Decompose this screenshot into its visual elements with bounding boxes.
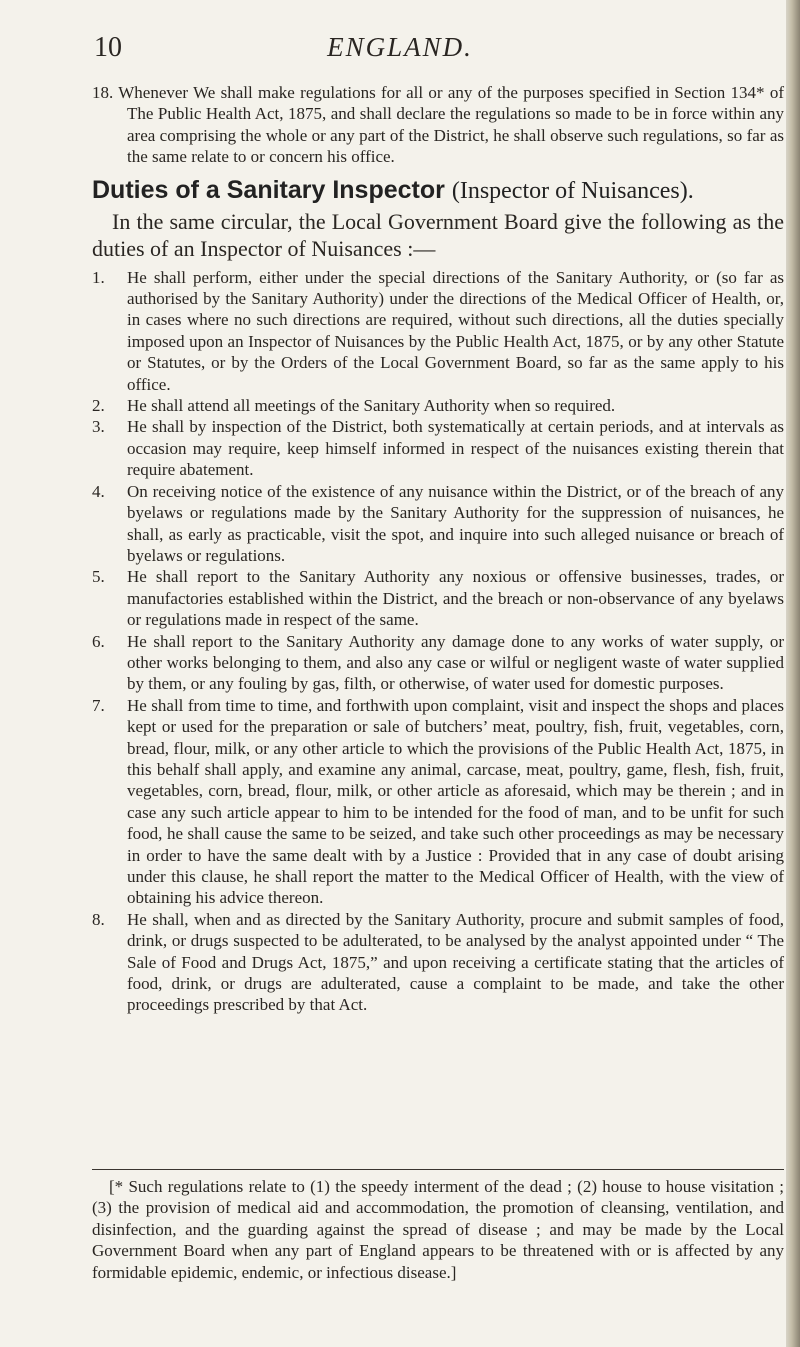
duty-number: 8. xyxy=(92,909,105,929)
duty-number: 6. xyxy=(92,631,105,651)
duty-number: 1. xyxy=(92,267,105,287)
page-number: 10 xyxy=(94,32,122,63)
duty-item xyxy=(92,481,784,567)
page-edge-shadow xyxy=(786,0,800,1347)
section-heading xyxy=(92,175,784,206)
duty-number: 2. xyxy=(92,396,105,416)
footnote: [* Such regulations relate to (1) the speedy interment of the dead ; (2) house to house visitation ; (3) the provision of medical aid and accommodation, the promotion of cleansing, ventilation, and disinfection, and the guarding against the spread of disease ; and may be made by the Local Government Board when any part of England appears to be threatened with or is affected by any formidable epidemic, endemic, or infectious disease.] xyxy=(92,1177,784,1282)
duty-text: He shall report to the Sanitary Authority any noxious or offensive businesses, trades, or manufactories established within the District, and the breach or non-observance of any byelaws or regulations made in respect of the same. xyxy=(127,567,784,630)
paragraph-18-text: Whenever We shall make regulations for all or any of the purposes specified in Section 134* of The Public Health Act, 1875, and shall declare the regulations so made to be in force within any area comprising the whole or any part of the District, he shall observe such regulations, so far as the same relate to or concern his office. xyxy=(118,83,784,167)
body-text xyxy=(92,82,784,1016)
duty-text: He shall attend all meetings of the Sanitary Authority when so required. xyxy=(127,396,616,416)
page-header xyxy=(0,32,800,72)
duty-text: He shall perform, either under the special directions of the Sanitary Authority, or (so far as authorised by the Sanitary Authority) under the directions of the Medical Officer of Health, or, in cases where no such directions are required, without such directions, all the duties specially imposed upon an Inspector of Nuisances by the Public Health Act, 1875, or by any other Statute or Statutes, or by the Orders of the Local Government Board, so far as the same apply to his office. xyxy=(127,267,784,394)
duty-item xyxy=(92,416,784,480)
duty-text: He shall by inspection of the District, both systematically at certain periods, and at intervals as occasion may require, keep himself informed in respect of the nuisances existing therein that require abatement. xyxy=(127,417,784,480)
duty-text: He shall report to the Sanitary Authority any damage done to any works of water supply, or other works belonging to them, and also any case or wilful or negligent waste of water supplied by them, or any fouling by gas, filth, or otherwise, of water used for domestic purposes. xyxy=(127,631,784,694)
duty-text: He shall, when and as directed by the Sanitary Authority, procure and submit samples of food, drink, or drugs suspected to be adulterated, to be analysed by the analyst appointed under “ The Sale of Food and Drugs Act, 1875,” and upon receiving a certificate stating that the articles of food, drink, or drugs are adulterated, cause a complaint to be made, and take the other proceedings prescribed by that Act. xyxy=(127,909,784,1015)
paragraph-18-number: 18. xyxy=(92,83,114,102)
duty-item xyxy=(92,395,784,416)
section-intro: In the same circular, the Local Government Board give the following as the duties of an Inspector of Nuisances :— xyxy=(92,208,784,262)
duty-text: He shall from time to time, and forthwith upon complaint, visit and inspect the shops and places kept or used for the preparation or sale of butchers’ meat, poultry, fish, fruit, vegetables, corn, bread, flour, milk, or any other article to which the provisions of the Public Health Act, 1875, in this behalf shall apply, and examine any animal, carcase, meat, poultry, game, flesh, fish, fruit, vegetables, corn, bread, flour, milk, or other article as aforesaid, which may be therein ; and in case any such article appear to him to be intended for the food of man, and to be unfit for such food, he shall cause the same to be seized, and take such other proceedings as may be necessary in order to have the same dealt with by a Justice : Provided that in any case of doubt arising under this clause, he shall report the matter to the Medical Officer of Health, with the view of obtaining his advice thereon. xyxy=(127,695,784,908)
duty-item xyxy=(92,631,784,695)
duty-number: 7. xyxy=(92,695,105,715)
paragraph-18 xyxy=(92,82,784,168)
duties-list xyxy=(92,267,784,1016)
duty-number: 3. xyxy=(92,417,105,437)
section-heading-main: Duties of a Sanitary Inspector xyxy=(92,175,445,204)
duty-text: On receiving notice of the existence of any nuisance within the District, or of the breach of any byelaws or regulations made by the Sanitary Authority for the suppression of nuisances, he shall, as early as practicable, visit the spot, and inquire into such alleged nuisance or breach of byelaws or regulations. xyxy=(127,481,784,565)
duty-item xyxy=(92,695,784,909)
duty-item xyxy=(92,267,784,395)
duty-number: 4. xyxy=(92,481,105,501)
running-head: ENGLAND. xyxy=(327,32,473,62)
duty-number: 5. xyxy=(92,567,105,587)
section-heading-paren: (Inspector of Nuisances). xyxy=(451,177,694,204)
footnote-rule xyxy=(92,1169,784,1170)
duty-item xyxy=(92,566,784,630)
duty-item xyxy=(92,909,784,1016)
